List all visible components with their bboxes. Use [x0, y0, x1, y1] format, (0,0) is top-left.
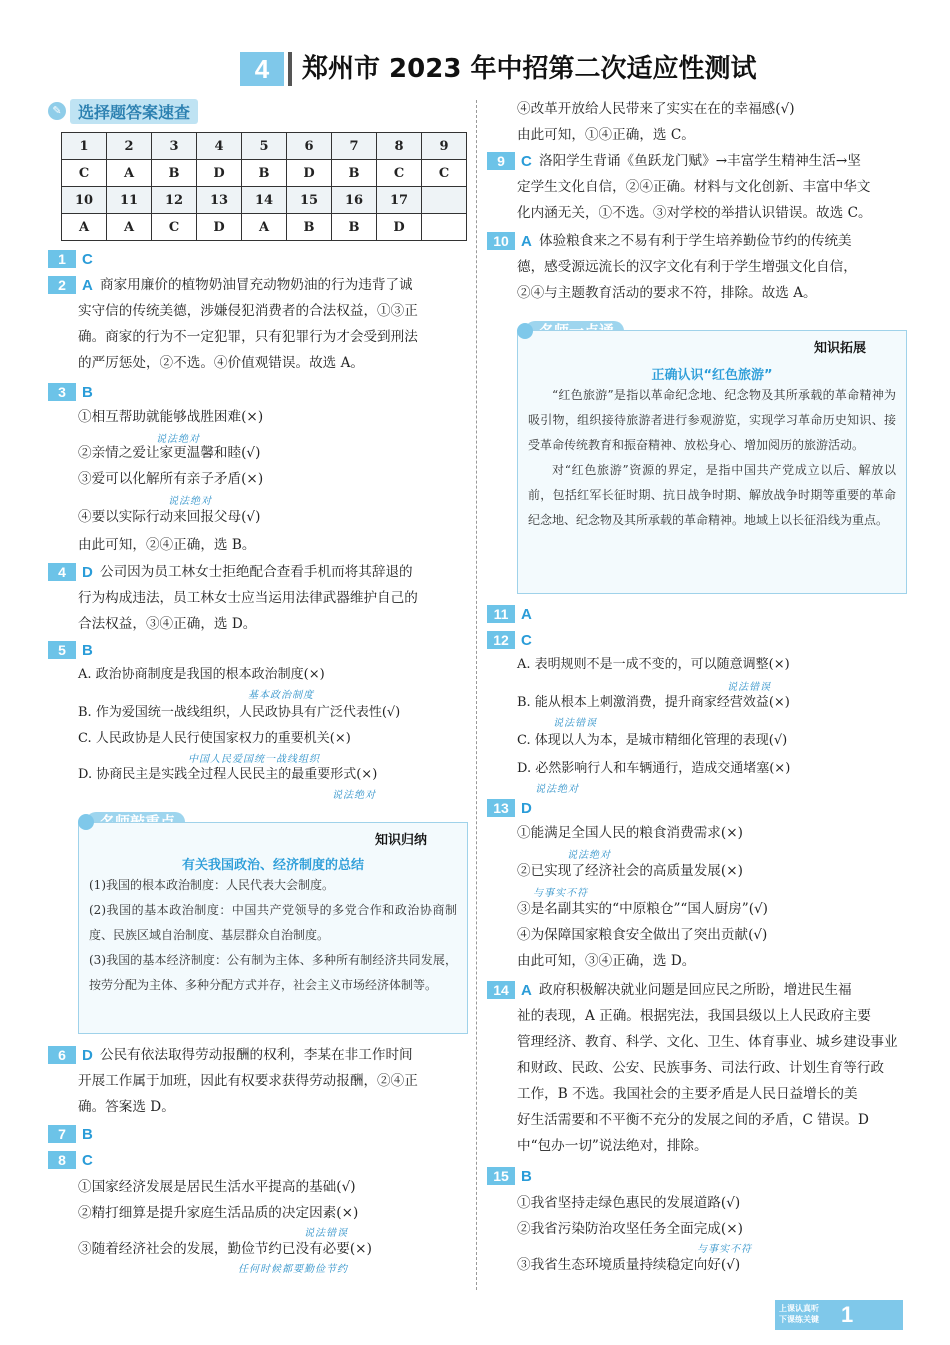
annotation: 说法绝对: [332, 790, 376, 801]
box-paragraph: (2)我国的基本政治制度：中国共产党领导的多党合作和政治协商制度、民族区域自治制度、基层群众自治制度。: [89, 903, 457, 942]
explanation-line: 合法权益，③④正确，选 D。: [78, 616, 257, 632]
table-cell: 3: [152, 133, 197, 160]
table-cell: C: [62, 160, 107, 187]
answer-letter: C: [521, 631, 532, 649]
annotation: 说法绝对: [567, 850, 611, 861]
answer-key-label: 选择题答案速查: [70, 99, 198, 124]
question-number: 1: [48, 250, 76, 268]
column-divider: [476, 100, 477, 1290]
box-paragraph: 对“红色旅游”资源的界定，是指中国共产党成立以后、解放以前，包括红军长征时期、抗日战争时期、解放战争时期等重要的革命纪念地、纪念物及其所承载的革命精神。地域上以长征沿线为重点。: [528, 463, 896, 527]
explanation-line: 开展工作属于加班，因此有权要求获得劳动报酬，②④正: [78, 1073, 418, 1089]
option-line: A. 政治协商制度是我国的根本政治制度(×): [78, 667, 325, 682]
option-line: ②精打细算是提升家庭生活品质的决定因素(×): [78, 1205, 359, 1221]
conclusion-line: 由此可知，①④正确，选 C。: [517, 127, 695, 143]
explanation-line: 公司因为员工林女士拒绝配合查看手机而将其辞退的: [100, 564, 413, 580]
answer-15: [487, 1166, 907, 1273]
question-number: 11: [487, 605, 515, 623]
option-line: ①我省坚持走绿色惠民的发展道路(√): [517, 1195, 741, 1211]
answer-9: [487, 151, 907, 226]
explanation-line: 行为构成违法，员工林女士应当运用法律武器维护自己的: [78, 590, 418, 606]
explanation-line: 祉的表现，A 正确。根据宪法，我国县级以上人民政府主要: [517, 1008, 871, 1024]
explanation-line: 政府积极解决就业问题是回应民之所盼，增进民生福: [539, 982, 852, 998]
answer-12: [487, 630, 907, 795]
table-cell: D: [377, 214, 422, 241]
footer-slogan: [779, 1303, 819, 1325]
explanation-line: ②④与主题教育活动的要求不符，排除。故选 A。: [517, 285, 817, 301]
test-number: 4: [240, 52, 284, 86]
option-line: ④为保障国家粮食安全做出了突出贡献(√): [517, 927, 768, 943]
explanation-line: 商家用廉价的植物奶油冒充动物奶油的行为违背了诚: [100, 277, 413, 293]
answer-letter: A: [521, 605, 532, 623]
teacher-icon: [517, 323, 533, 339]
table-cell: A: [107, 214, 152, 241]
page-number: 1: [841, 1302, 854, 1327]
table-cell: B: [332, 214, 377, 241]
table-cell: B: [287, 214, 332, 241]
annotation: 说法绝对: [168, 496, 212, 507]
table-cell: [422, 187, 467, 214]
option-line: ③是名副其实的“中原粮仓”“国人厨房”(√): [517, 901, 768, 917]
answer-14: [487, 980, 907, 1159]
answer-letter: B: [82, 641, 93, 659]
annotation: 说法错误: [727, 682, 771, 693]
box-subtitle: 有关我国政治、经济制度的总结: [181, 858, 364, 873]
footer-slogan-line: 上课认真听: [779, 1304, 819, 1313]
answer-letter: A: [82, 276, 93, 294]
option-line: B. 作为爱国统一战线组织，人民政协具有广泛代表性(√): [78, 705, 401, 720]
explanation-line: 确。商家的行为不一定犯罪，只有犯罪行为才会受到刑法: [78, 329, 418, 345]
table-cell: C: [422, 160, 467, 187]
question-number: 8: [48, 1151, 76, 1169]
option-line: ②我省污染防治攻坚任务全面完成(×): [517, 1221, 743, 1237]
question-number: 9: [487, 152, 515, 170]
option-line: ②已实现了经济社会的高质量发展(×): [517, 863, 743, 879]
question-number: 15: [487, 1167, 515, 1185]
table-row: [62, 187, 467, 214]
table-cell: 6: [287, 133, 332, 160]
table-cell: B: [242, 160, 287, 187]
option-line: C. 体现以人为本，是城市精细化管理的表现(√): [517, 733, 788, 748]
table-cell: 7: [332, 133, 377, 160]
table-cell: 14: [242, 187, 287, 214]
page-header: [0, 52, 950, 92]
answer-key-tag: [48, 98, 198, 124]
knowledge-summary-box: [78, 822, 468, 1034]
box-subtitle: 正确认识“红色旅游”: [651, 368, 773, 383]
explanation-line: 管理经济、教育、科学、文化、卫生、体育事业、城乡建设事业: [517, 1034, 898, 1050]
table-cell: 16: [332, 187, 377, 214]
table-cell: A: [107, 160, 152, 187]
question-number: 6: [48, 1046, 76, 1064]
question-number: 3: [48, 383, 76, 401]
table-cell: B: [152, 160, 197, 187]
explanation-line: 化内涵无关，①不选。③对学校的举措认识错误。故选 C。: [517, 205, 872, 221]
explanation-line: 确。答案选 D。: [78, 1099, 175, 1115]
table-cell: C: [152, 214, 197, 241]
explanation-line: 的严厉惩处，②不选。④价值观错误。故选 A。: [78, 355, 365, 371]
knowledge-extension-box: [517, 330, 907, 594]
box-title: 知识拓展: [813, 341, 866, 356]
option-line: ②亲情之爱让家更温馨和睦(√): [78, 445, 261, 461]
annotation: 说法绝对: [535, 784, 579, 795]
table-row: [62, 160, 467, 187]
box-paragraph: (3)我国的基本经济制度：公有制为主体、多种所有制经济共同发展，按劳分配为主体、多种分配方式并存，社会主义市场经济体制等。: [89, 953, 457, 992]
answer-6: [48, 1045, 468, 1120]
explanation-line: 实守信的传统美德，涉嫌侵犯消费者的合法权益，①③正: [78, 303, 418, 319]
answer-7: [48, 1124, 468, 1144]
question-number: 7: [48, 1125, 76, 1143]
answer-letter: C: [521, 152, 532, 170]
table-cell: A: [62, 214, 107, 241]
answer-8: [48, 1150, 468, 1275]
option-line: A. 表明规则不是一成不变的，可以随意调整(×): [517, 657, 790, 672]
question-number: 4: [48, 563, 76, 581]
answer-3: [48, 382, 468, 553]
box-paragraph: “红色旅游”是指以革命纪念地、纪念物及其所承载的革命精神为吸引物，组织接待旅游者进行参观游览，实现学习革命历史知识、接受革命传统教育和振奋精神、放松身心、增加阅历的旅游活动。: [528, 388, 896, 452]
answer-13: [487, 798, 907, 969]
answer-4: [48, 562, 468, 637]
header-divider: [288, 52, 292, 86]
answer-letter: D: [82, 1046, 93, 1064]
table-cell: D: [287, 160, 332, 187]
option-line: C. 人民政协是人民行使国家权力的重要机关(×): [78, 731, 351, 746]
table-cell: 17: [377, 187, 422, 214]
table-cell: [422, 214, 467, 241]
answer-letter: B: [521, 1167, 532, 1185]
answer-letter: D: [82, 563, 93, 581]
question-number: 12: [487, 631, 515, 649]
answer-8-continued: [487, 96, 907, 148]
table-row: [62, 214, 467, 241]
option-line: ①能满足全国人民的粮食消费需求(×): [517, 825, 743, 841]
annotation: 说法错误: [304, 1228, 348, 1239]
table-cell: 12: [152, 187, 197, 214]
answer-letter: A: [521, 232, 532, 250]
annotation: 与事实不符: [697, 1244, 752, 1255]
conclusion-line: 由此可知，②④正确，选 B。: [78, 537, 256, 553]
option-line: ④改革开放给人民带来了实实在在的幸福感(√): [517, 101, 795, 117]
explanation-line: 体验粮食来之不易有利于学生培养勤俭节约的传统美: [539, 233, 852, 249]
option-line: ④要以实际行动来回报父母(√): [78, 509, 261, 525]
explanation-line: 和财政、民政、公安、民族事务、司法行政、计划生育等行政: [517, 1060, 885, 1076]
option-line: B. 能从根本上刺激消费，提升商家经营效益(×): [517, 695, 790, 710]
conclusion-line: 由此可知，③④正确，选 D。: [517, 953, 696, 969]
annotation: 与事实不符: [533, 888, 588, 899]
table-cell: D: [197, 214, 242, 241]
table-cell: D: [197, 160, 242, 187]
answer-letter: A: [521, 981, 532, 999]
question-number: 14: [487, 981, 515, 999]
question-number: 2: [48, 276, 76, 294]
table-cell: B: [332, 160, 377, 187]
answer-10: [487, 231, 907, 306]
explanation-line: 德，感受源远流长的汉字文化有利于学生增强文化自信，: [517, 259, 857, 275]
table-cell: 9: [422, 133, 467, 160]
option-line: D. 必然影响行人和车辆通行，造成交通堵塞(×): [517, 761, 791, 776]
answer-letter: C: [82, 1151, 93, 1169]
table-cell: 1: [62, 133, 107, 160]
question-number: 10: [487, 232, 515, 250]
page-title: 郑州市 2023 年中招第二次适应性测试: [302, 54, 757, 84]
teacher-icon: [78, 814, 94, 830]
question-number: 13: [487, 799, 515, 817]
option-line: ③爱可以化解所有亲子矛盾(×): [78, 471, 264, 487]
table-cell: 2: [107, 133, 152, 160]
annotation: 基本政治制度: [248, 690, 314, 701]
table-cell: A: [242, 214, 287, 241]
table-cell: 8: [377, 133, 422, 160]
annotation: 说法绝对: [156, 434, 200, 445]
answer-2: [48, 275, 468, 376]
explanation-line: 公民有依法取得劳动报酬的权利，李某在非工作时间: [100, 1047, 413, 1063]
table-cell: 4: [197, 133, 242, 160]
annotation: 说法错误: [553, 718, 597, 729]
answer-icon: ✎: [48, 102, 66, 120]
annotation: 中国人民爱国统一战线组织: [188, 754, 320, 765]
option-line: ①相互帮助就能够战胜困难(×): [78, 409, 264, 425]
answer-key-table: [61, 132, 467, 241]
answer-letter: C: [82, 250, 93, 268]
table-cell: 15: [287, 187, 332, 214]
table-cell: 10: [62, 187, 107, 214]
explanation-line: 洛阳学生背诵《鱼跃龙门赋》→丰富学生精神生活→坚: [539, 153, 861, 169]
table-cell: C: [377, 160, 422, 187]
option-line: D. 协商民主是实践全过程人民民主的最重要形式(×): [78, 767, 378, 782]
answer-letter: D: [521, 799, 532, 817]
explanation-line: 中“包办一切”说法绝对，排除。: [517, 1138, 708, 1154]
option-line: ①国家经济发展是居民生活水平提高的基础(√): [78, 1179, 356, 1195]
answer-5: [48, 640, 468, 801]
option-line: ③随着经济社会的发展，勤俭节约已没有必要(×): [78, 1241, 372, 1257]
page-footer-badge: [775, 1300, 903, 1330]
explanation-line: 好生活需要和不平衡不充分的发展之间的矛盾，C 错误。D: [517, 1112, 869, 1128]
box-paragraph: (1)我国的根本政治制度：人民代表大会制度。: [89, 878, 334, 892]
answer-letter: B: [82, 1125, 93, 1143]
question-number: 5: [48, 641, 76, 659]
box-title: 知识归纳: [374, 833, 427, 848]
answer-1: [48, 249, 468, 269]
table-cell: 13: [197, 187, 242, 214]
option-line: ③我省生态环境质量持续稳定向好(√): [517, 1257, 741, 1273]
explanation-line: 定学生文化自信，②④正确。材料与文化创新、丰富中华文: [517, 179, 871, 195]
table-row: [62, 133, 467, 160]
explanation-line: 工作，B 不选。我国社会的主要矛盾是人民日益增长的美: [517, 1086, 858, 1102]
table-cell: 5: [242, 133, 287, 160]
footer-slogan-line: 下课练关键: [779, 1315, 819, 1324]
answer-letter: B: [82, 383, 93, 401]
answer-11: [487, 604, 907, 624]
annotation: 任何时候都要勤俭节约: [238, 1264, 348, 1275]
table-cell: 11: [107, 187, 152, 214]
